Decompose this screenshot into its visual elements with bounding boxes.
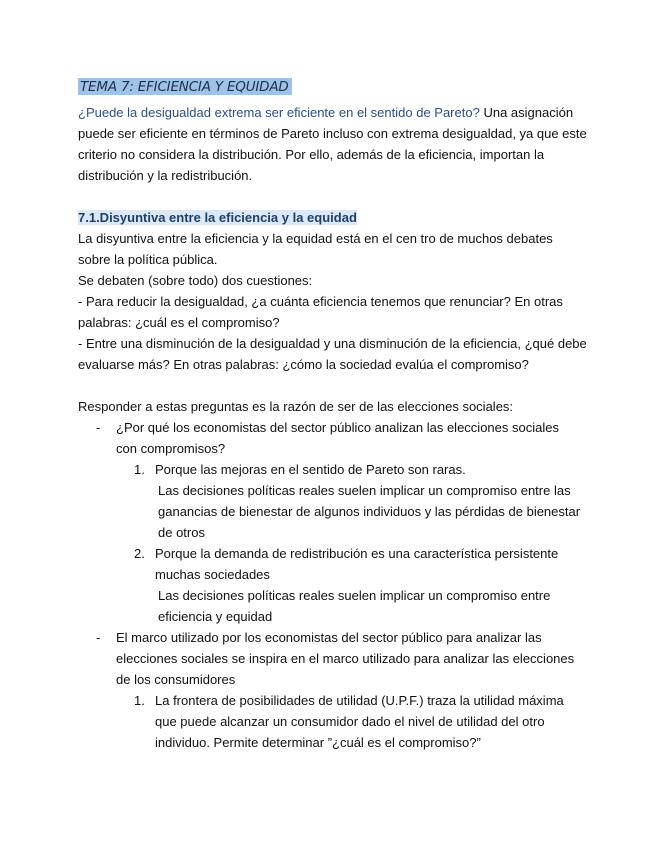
section-question-2: - Entre una disminución de la desigualdad y una disminución de la eficiencia, ¿qué debe evaluarse más? En otras palabras: ¿cómo la sociedad evalúa el compromiso? [78, 336, 587, 372]
intro-answer: Una asignación puede ser eficiente en términos de Pareto incluso con extrema desigualdad, ya que este criterio no considera la distribución. Por ello, además de la eficiencia, importan la distribución y la redistribución. [78, 105, 587, 183]
list-number: 2. [134, 546, 145, 561]
section-lead: Responder a estas preguntas es la razón de ser de las elecciones sociales: [78, 399, 514, 414]
list-bullet: - [96, 420, 101, 435]
intro-question: ¿Puede la desigualdad extrema ser eficiente en el sentido de Pareto? [78, 105, 480, 120]
list-item-text: El marco utilizado por los economistas del sector público para analizar las elecciones sociales se inspira en el marco utilizado para analizar las elecciones de los consumidores [116, 630, 575, 687]
list-item-text: ¿Por qué los economistas del sector público analizan las elecciones sociales con compromisos? [116, 420, 559, 456]
intro-paragraph [78, 102, 588, 186]
sublist-item-detail: Las decisiones políticas reales suelen implicar un compromiso entre las ganancias de bienestar de algunos individuos y las pérdidas de bienestar de otros [158, 483, 581, 540]
sublist-item-text: Porque las mejoras en el sentido de Pareto son raras. [155, 462, 466, 477]
section-para-1: La disyuntiva entre la eficiencia y la equidad está en el cen tro de muchos debates sobre la política pública. [78, 231, 553, 267]
section-para-2: Se debaten (sobre todo) dos cuestiones: [78, 273, 313, 288]
sublist-item-detail: Las decisiones políticas reales suelen implicar un compromiso entre eficiencia y equidad [158, 588, 551, 624]
page-title: TEMA 7: EFICIENCIA Y EQUIDAD [78, 78, 292, 95]
sublist-item-text: Porque la demanda de redistribución es una característica persistente muchas sociedades [155, 546, 559, 582]
section-question-1: - Para reducir la desigualdad, ¿a cuánta eficiencia tenemos que renunciar? En otras palabras: ¿cuál es el compromiso? [78, 294, 563, 330]
list-number: 1. [134, 693, 145, 708]
list-bullet: - [96, 630, 101, 645]
sublist-item-text: La frontera de posibilidades de utilidad (U.P.F.) traza la utilidad máxima que puede alcanzar un consumidor dado el nivel de utilidad del otro individuo. Permite determinar ”¿cuál es el compromiso?” [155, 693, 564, 750]
section-heading: 7.1.Disyuntiva entre la eficiencia y la equidad [78, 210, 357, 225]
list-number: 1. [134, 462, 145, 477]
